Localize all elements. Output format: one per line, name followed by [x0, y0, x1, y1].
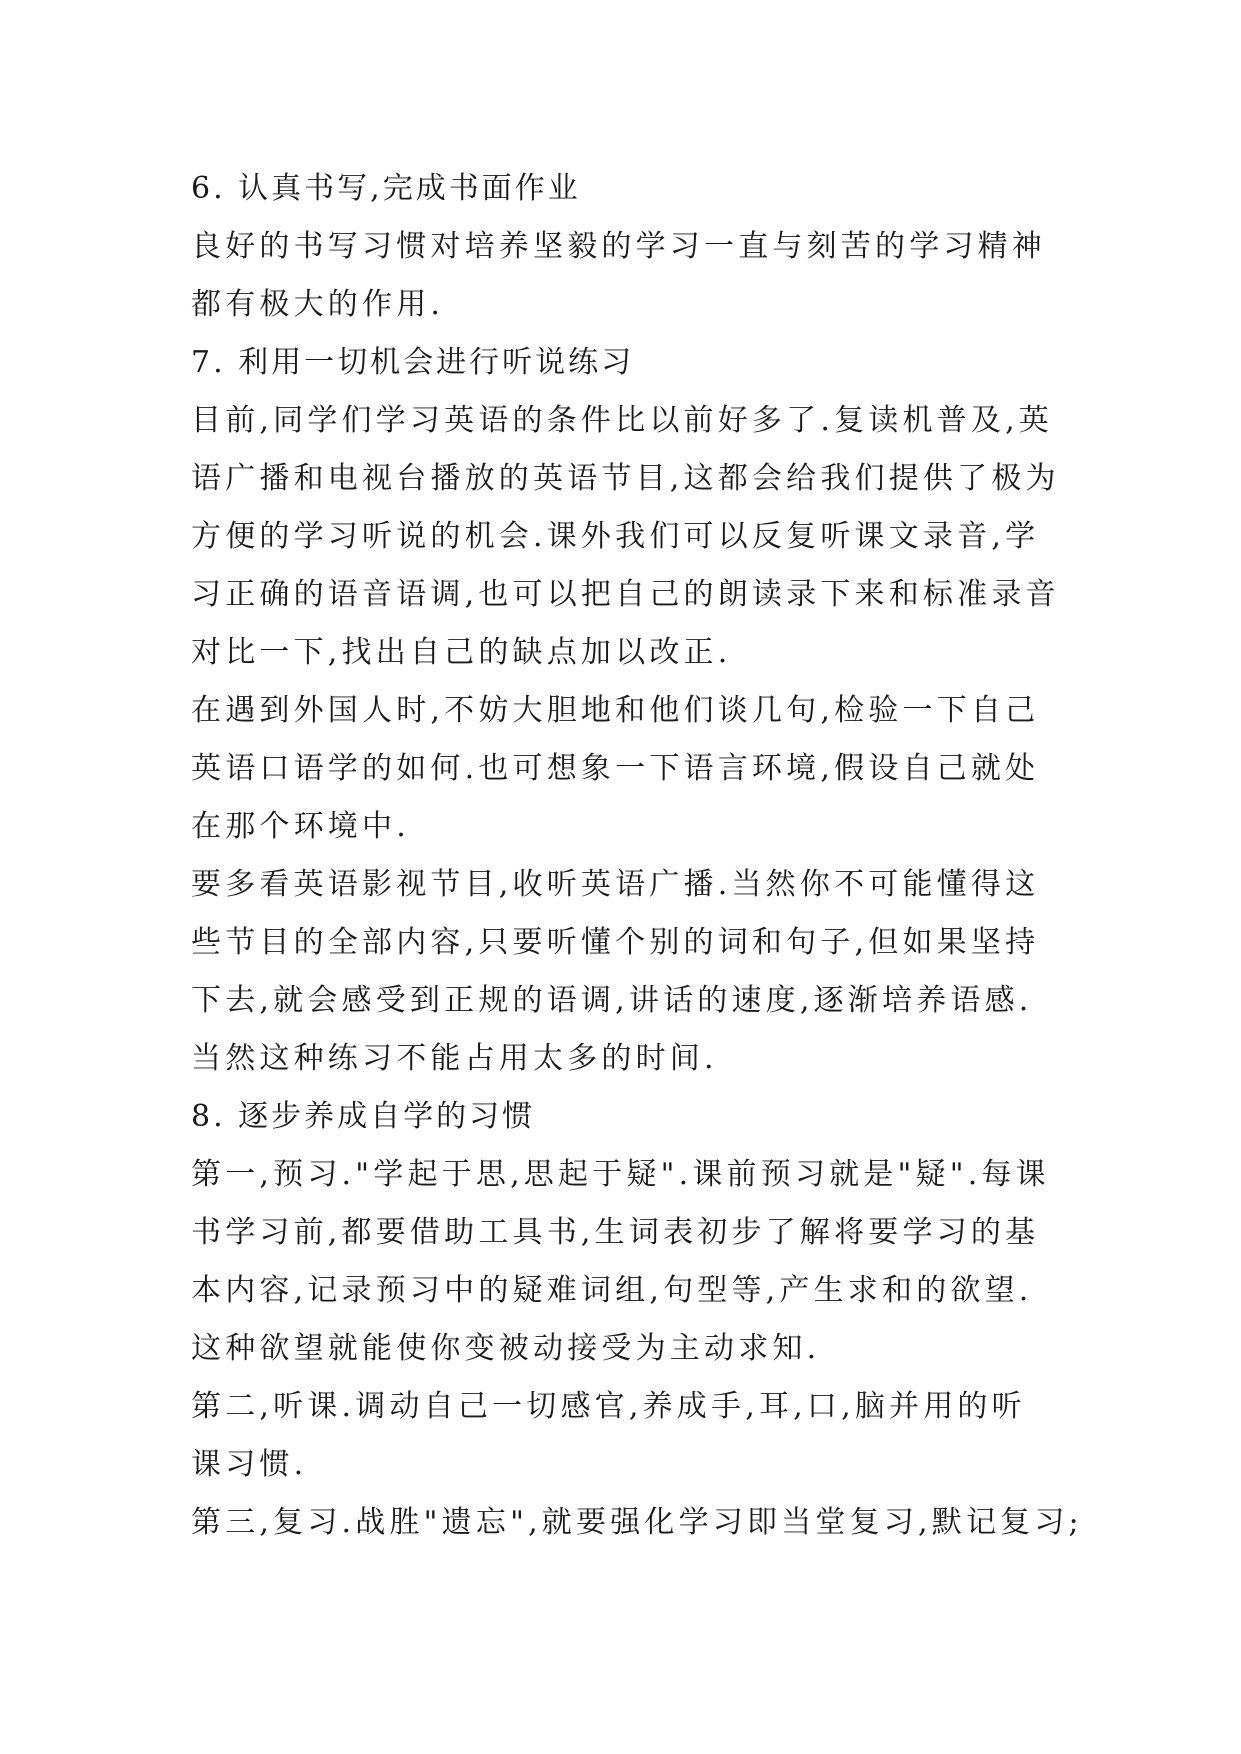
- paragraph-line: 这种欲望就能使你变被动接受为主动求知.: [191, 1331, 821, 1366]
- paragraph-line: 下去,就会感受到正规的语调,讲话的速度,逐渐培养语感.: [191, 983, 1033, 1018]
- paragraph-line: 第一,预习."学起于思,思起于疑".课前预习就是"疑".每课: [191, 1157, 1050, 1192]
- paragraph-line: 习正确的语音语调,也可以把自己的朗读录下来和标准录音: [191, 577, 1060, 612]
- section-heading-7: 7. 利用一切机会进行听说练习: [191, 345, 635, 380]
- paragraph-line: 第二,听课.调动自己一切感官,养成手,耳,口,脑并用的听: [191, 1389, 1026, 1424]
- paragraph-line: 要多看英语影视节目,收听英语广播.当然你不可能懂得这: [191, 867, 1040, 902]
- paragraph-line: 本内容,记录预习中的疑难词组,句型等,产生求和的欲望.: [191, 1273, 1033, 1308]
- paragraph-line: 方便的学习听说的机会.课外我们可以反复听课文录音,学: [191, 519, 1040, 554]
- paragraph-line: 课习惯.: [191, 1447, 308, 1482]
- paragraph-line: 些节目的全部内容,只要听懂个别的词和句子,但如果坚持: [191, 925, 1040, 960]
- paragraph-line: 良好的书写习惯对培养坚毅的学习一直与刻苦的学习精神: [191, 229, 1046, 264]
- paragraph-line: 对比一下,找出自己的缺点加以改正.: [191, 635, 732, 670]
- section-heading-6: 6. 认真书写,完成书面作业: [191, 171, 581, 206]
- document-page: [191, 160, 1083, 1552]
- paragraph-line: 语广播和电视台播放的英语节目,这都会给我们提供了极为: [191, 461, 1060, 496]
- paragraph-line: 当然这种练习不能占用太多的时间.: [191, 1041, 718, 1076]
- paragraph-line: 书学习前,都要借助工具书,生词表初步了解将要学习的基: [191, 1215, 1040, 1250]
- section-heading-8: 8. 逐步养成自学的习惯: [191, 1099, 536, 1134]
- paragraph-line: 目前,同学们学习英语的条件比以前好多了.复读机普及,英: [191, 403, 1054, 438]
- paragraph-line: 英语口语学的如何.也可想象一下语言环境,假设自己就处: [191, 751, 1040, 786]
- paragraph-line: 在遇到外国人时,不妨大胆地和他们谈几句,检验一下自己: [191, 693, 1040, 728]
- paragraph-line: 都有极大的作用.: [191, 287, 445, 322]
- paragraph-line: 在那个环境中.: [191, 809, 410, 844]
- paragraph-line: 第三,复习.战胜"遗忘",就要强化学习即当堂复习,默记复习;: [191, 1505, 1083, 1540]
